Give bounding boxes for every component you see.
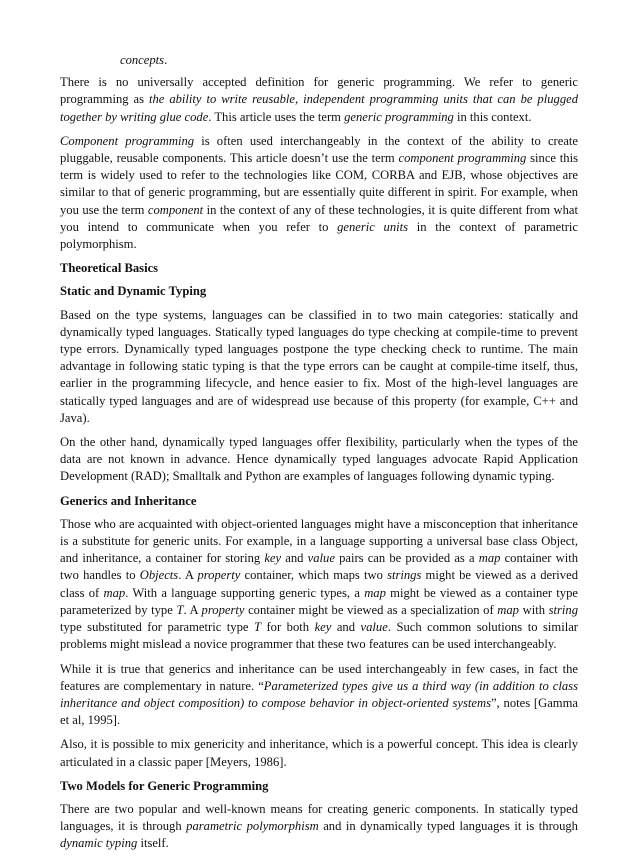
definition-paragraph: There is no universally accepted definition for generic programming. We refer to generic programming as the ability to write reusable, independent programming units that can be plugged together by writing glue code. This article uses the term generic programming in this context. <box>60 75 579 124</box>
document-page <box>60 52 578 860</box>
dynamic-typing-paragraph: On the other hand, dynamically typed languages offer flexibility, particularly when the types of the data are not known in advance. Hence dynamically typed languages advocate Rapid Application Development (RAD); Smalltalk and Python are examples of languages following dynamic typing. <box>60 435 578 484</box>
heading-two-models: Two Models for Generic Programming <box>60 778 269 793</box>
heading-static-dynamic-typing: Static and Dynamic Typing <box>60 284 207 299</box>
heading-theoretical-basics: Theoretical Basics <box>60 261 159 276</box>
heading-generics-inheritance: Generics and Inheritance <box>60 493 197 508</box>
type-systems-paragraph: Based on the type systems, languages can be classified in to two main categories: statically and dynamically typed languages. Statically typed languages do type checking at compile-time to prevent type errors. Dynamically typed languages postpone the type checking check to runtime. The main advantage in following static typing is that the type errors can be caught at compile-time itself, thus, earlier in the programming lifecycle, and hence easier to fix. Most of the high-level languages are statically typed languages and are of widespread use because of this property (for example, C++ and Java). <box>60 307 578 425</box>
lead-fragment: concepts. <box>120 53 168 67</box>
two-models-paragraph: There are two popular and well-known means for creating generic components. In statically typed languages, it is through parametric polymorphism and in dynamically typed languages it is through dynamic typing itself. <box>60 801 578 851</box>
complementary-features-paragraph: While it is true that generics and inheritance can be used interchangeably in few cases, in fact the features are complementary in nature. “Parameterized types give us a third way (in addition to class inheritance and object composition) to compose behavior in object-oriented systems”, notes [Gamma et al, 1995]. <box>60 661 578 728</box>
component-programming-paragraph: Component programming is often used interchangeably in the context of the ability to create pluggable, reusable components. This article doesn’t use the term component programming since this term is widely used to refer to the technologies like COM, CORBA and EJB, whose objectives are similar to that of generic programming, but are essentially quite different in spirit. For example, when you use the term component in the context of any of these technologies, it is quite different from what you intend to communicate when you refer to generic units in the context of parametric polymorphism. <box>60 133 579 252</box>
mixing-genericity-paragraph: Also, it is possible to mix genericity and inheritance, which is a powerful concept. This idea is clearly articulated in a classic paper [Meyers, 1986]. <box>60 737 578 769</box>
inheritance-misconception-paragraph: Those who are acquainted with object-oriented languages might have a misconception that inheritance is a substitute for generic units. For example, in a language supporting a universal base class Object, and inheritance, a container for storing key and value pairs can be provided as a map container with two handles to Objects. A property container, which maps two strings might be viewed as a derived class of map. With a language supporting generic types, a map might be viewed as a container type parameterized by type T. A property container might be viewed as a specialization of map with string type substituted for parametric type T for both key and value. Such common solutions to similar problems might mislead a novice programmer that these two features can be used interchangeably. <box>60 516 579 652</box>
